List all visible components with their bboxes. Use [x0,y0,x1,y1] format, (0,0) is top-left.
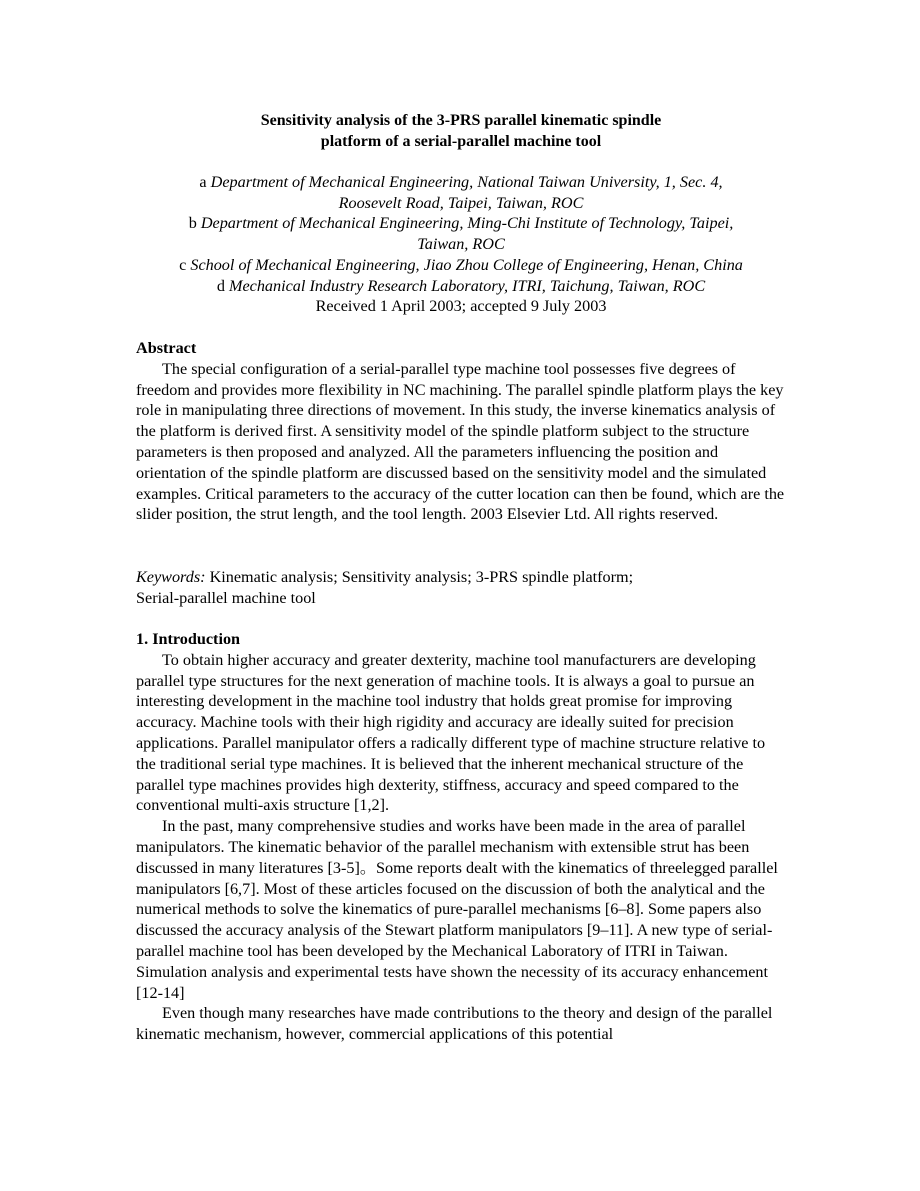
affiliation-b-label: b [188,214,201,233]
affiliation-c-label: c [179,255,191,274]
abstract-text [136,359,786,525]
intro-paragraph-2: In the past, many comprehensive studies and works have been made in the area of parallel manipulators. The kinematic behavior of the parallel mechanism with extensible strut has been discussed in many literatures [3-5]。Some reports dealt with the kinematics of threelegged parallel manipulators [6,7]. Most of these articles focused on the discussion of both the analytical and the numerical methods to solve the kinematics of pure-parallel mechanisms [6–8]. Some papers also discussed the accuracy analysis of the Stewart platform manipulators [9–11]. A new type of serial-parallel machine tool has been developed by the Mechanical Laboratory of ITRI in Taiwan. Simulation analysis and experimental tests have shown the necessity of its accuracy enhancement [12-14] [136,817,778,1002]
affiliation-a [136,172,786,213]
keywords-line-1 [136,567,786,588]
copyright-text: 2003 Elsevier Ltd. All rights reserved. [470,505,719,524]
affiliation-c-text: School of Mechanical Engineering, Jiao Zhou College of Engineering, Henan, China [190,255,743,274]
abstract-heading: Abstract [136,339,197,357]
affiliation-d [136,276,786,297]
affiliation-a-label: a [199,173,211,191]
affiliations [136,172,786,317]
affiliation-c [136,255,786,276]
received-date: Received 1 April 2003; accepted 9 July 2003 [315,297,607,316]
title-line-2: platform of a serial-parallel machine tool [320,133,602,150]
keywords-section [136,567,786,609]
affiliation-a-text: Department of Mechanical Engineering, National Taiwan University, 1, Sec. 4, [210,173,723,191]
abstract-section [136,338,786,525]
intro-paragraph-1: To obtain higher accuracy and greater dexterity, machine tool manufacturers are developing parallel type structures for the next generation of machine tools. It is always a goal to pursue an interesting development in the machine tool industry that holds great promise for improving accuracy. Machine tools with their high rigidity and accuracy are ideally suited for precision applications. Parallel manipulator offers a radically different type of machine structure relative to the traditional serial type machines. It is believed that the inherent mechanical structure of the parallel type machines provides high dexterity, stiffness, accuracy and speed compared to the conventional multi-axis structure [1,2]. [136,650,766,815]
introduction-heading: 1. Introduction [136,630,241,648]
abstract-body: The special configuration of a serial-parallel type machine tool possesses five degrees of freedom and provides more flexibility in NC machining. The parallel spindle platform plays the key role in manipulating three directions of movement. In this study, the inverse kinematics analysis of the platform is derived first. A sensitivity model of the spindle platform subject to the structure parameters is then proposed and analyzed. All the parameters influencing the position and orientation of the spindle platform are discussed based on the sensitivity model and the simulated examples. Critical parameters to the accuracy of the cutter location can then be found, which are the slider position, the strut length, and the tool length. [136,359,785,524]
affiliation-b-cont: Taiwan, ROC [417,235,505,254]
intro-paragraph-3: Even though many researches have made contributions to the theory and design of the parallel kinematic mechanism, however, commercial applications of this potential [136,1004,773,1044]
affiliation-b-text: Department of Mechanical Engineering, Ming-Chi Institute of Technology, Taipei, [200,214,734,233]
affiliation-a-cont: Roosevelt Road, Taipei, Taiwan, ROC [338,193,584,212]
keywords-text-1: Kinematic analysis; Sensitivity analysis; 3-PRS spindle platform; [205,568,634,586]
paper-title [136,110,786,152]
affiliation-b [136,213,786,254]
introduction-section [136,629,786,1045]
keywords-label: Keywords: [136,568,206,586]
keywords-line-2: Serial-parallel machine tool [136,588,316,607]
affiliation-d-label: d [216,276,229,295]
affiliation-d-text: Mechanical Industry Research Laboratory, ITRI, Taichung, Taiwan, ROC [228,276,706,295]
title-line-1: Sensitivity analysis of the 3-PRS parallel kinematic spindle [260,112,662,129]
